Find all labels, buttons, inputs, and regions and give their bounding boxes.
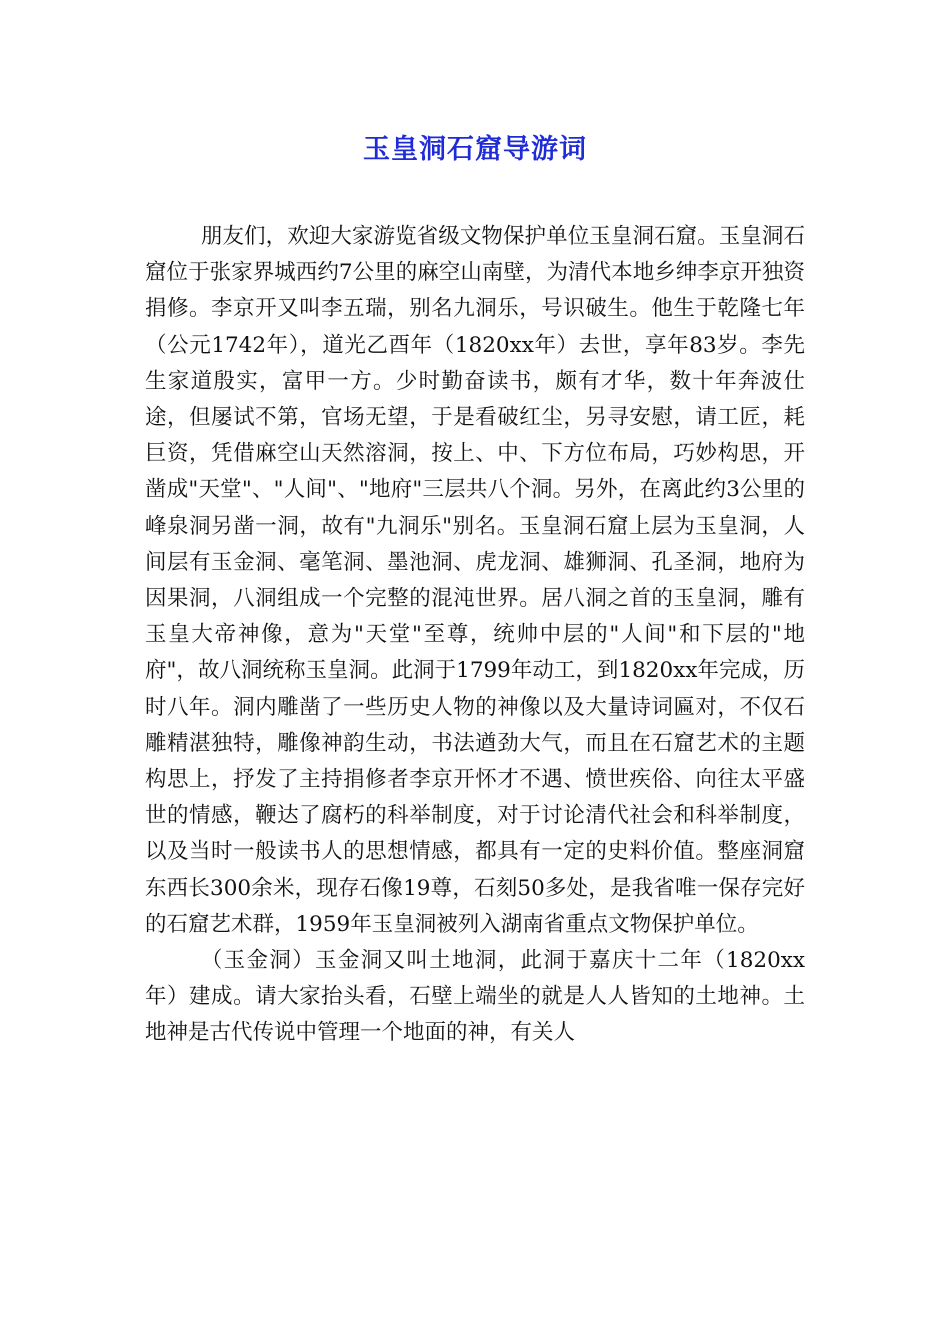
document-title: 玉皇洞石窟导游词 <box>363 134 587 165</box>
paragraph-yujin-cave: （玉金洞）玉金洞又叫土地洞，此洞于嘉庆十二年（1820xx年）建成。请大家抬头看，石壁上端坐的就是人人皆知的土地神。土地神是古代传说中管理一个地面的神，有关人 <box>145 948 805 1046</box>
paragraph-intro: 朋友们，欢迎大家游览省级文物保护单位玉皇洞石窟。玉皇洞石窟位于张家界城西约7公里的麻空山南壁，为清代本地乡绅李京开独资捐修。李京开又叫李五瑞，别名九洞乐，号识破生。他生于乾隆七年（公元1742年），道光乙酉年（1820xx年）去世，享年83岁。李先生家道殷实，富甲一方。少时勤奋读书，颇有才华，数十年奔波仕途，但屡试不第，官场无望，于是看破红尘，另寻安慰，请工匠，耗巨资，凭借麻空山天然溶洞，按上、中、下方位布局，巧妙构思，开凿成"天堂"、"人间"、"地府"三层共八个洞。另外，在离此约3公里的峰泉洞另凿一洞，故有"九洞乐"别名。玉皇洞石窟上层为玉皇洞，人间层有玉金洞、毫笔洞、墨池洞、虎龙洞、雄狮洞、孔圣洞，地府为因果洞，八洞组成一个完整的混沌世界。居八洞之首的玉皇洞，雕有玉皇大帝神像，意为"天堂"至尊，统帅中层的"人间"和下层的"地府"，故八洞统称玉皇洞。此洞于1799年动工，到1820xx年完成，历时八年。洞内雕凿了一些历史人物的神像以及大量诗词匾对，不仅石雕精湛独特，雕像神韵生动，书法遒劲大气，而且在石窟艺术的主题构思上，抒发了主持捐修者李京开怀才不遇、愤世疾俗、向往太平盛世的情感，鞭达了腐朽的科举制度，对于讨论清代社会和科举制度，以及当时一般读书人的思想情感，都具有一定的史料价值。整座洞窟东西长300余米，现存石像19尊，石刻50多处，是我省唯一保存完好的石窟艺术群，1959年玉皇洞被列入湖南省重点文物保护单位。 <box>145 224 805 937</box>
document-body <box>145 219 805 1052</box>
